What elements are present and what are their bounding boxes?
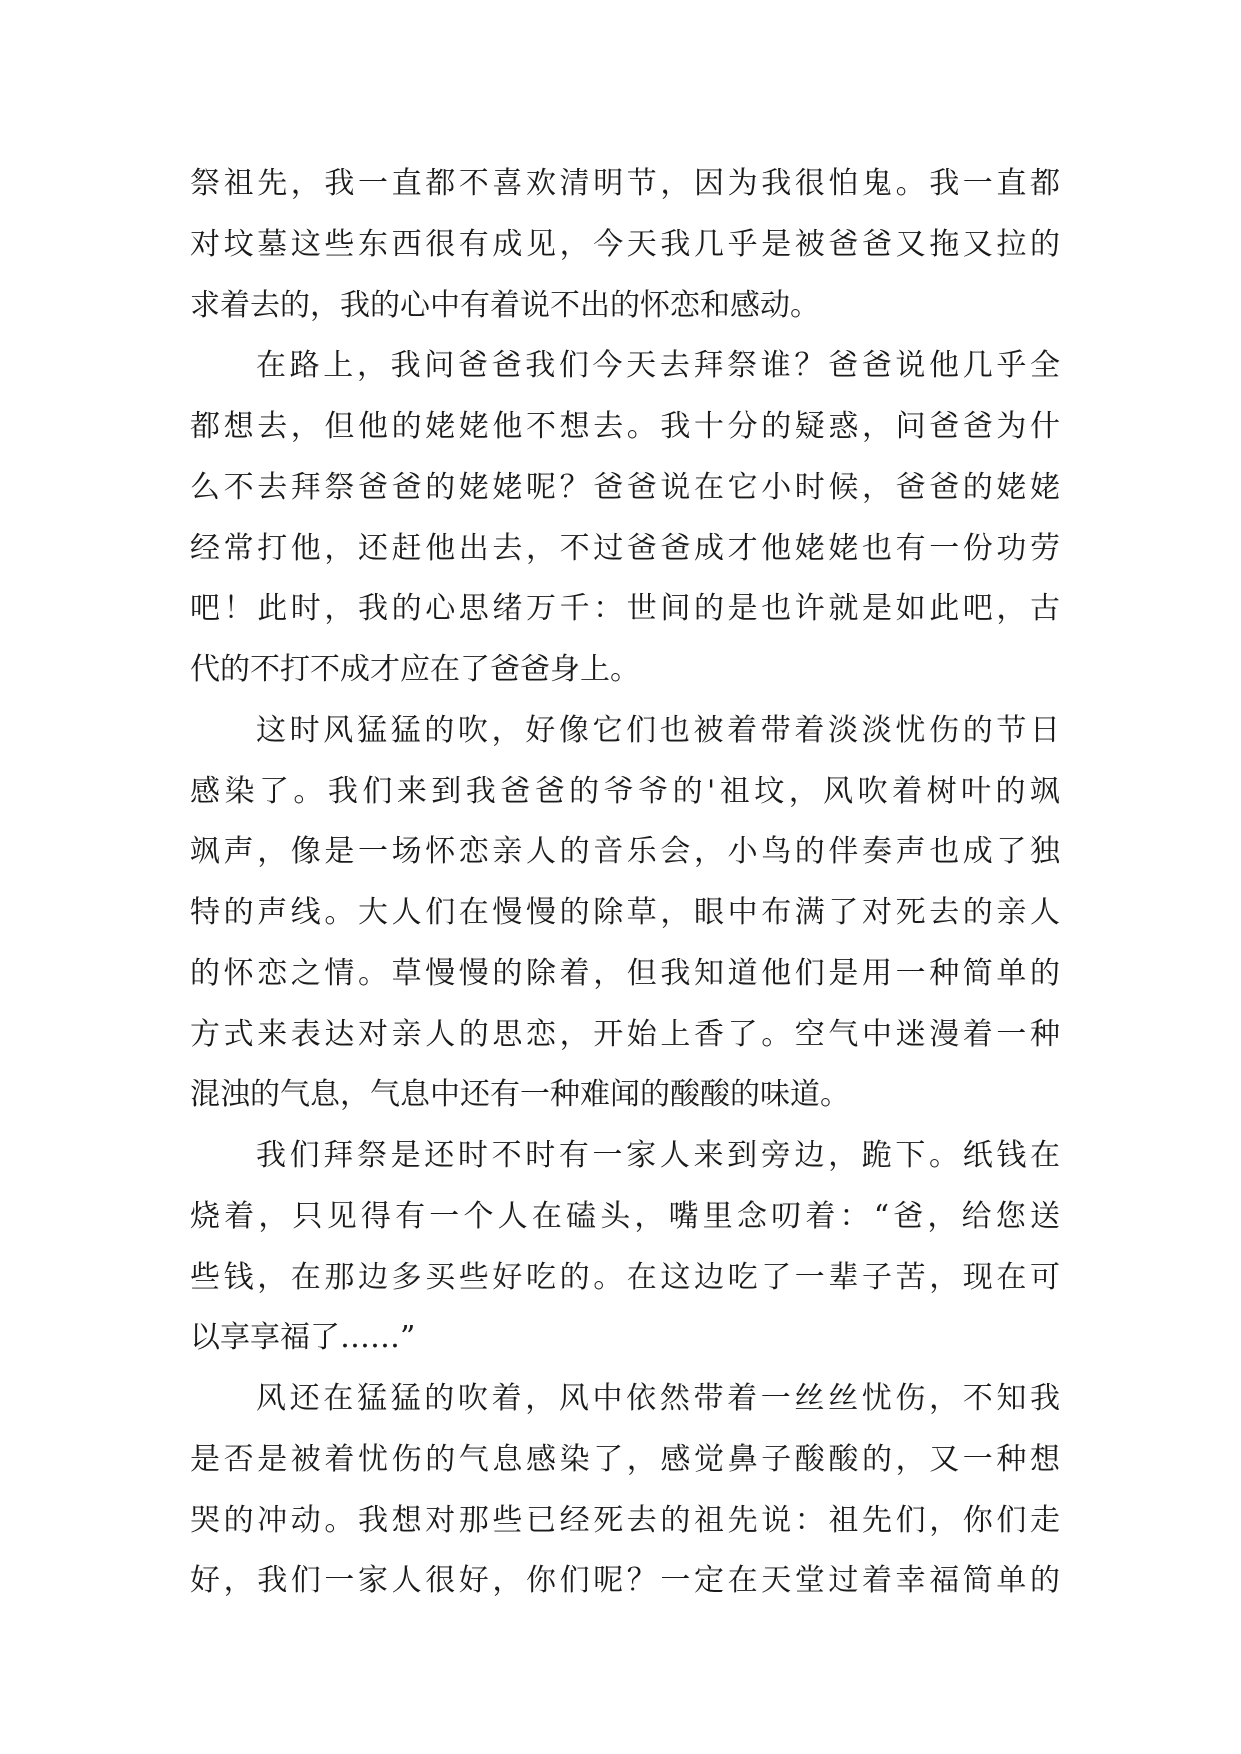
text-line: 求着去的，我的心中有着说不出的怀恋和感动。 — [190, 287, 820, 323]
text-line: 特的声线。大人们在慢慢的除草，眼中布满了对死去的亲人 — [190, 895, 1060, 930]
text-line: 好，我们一家人很好，你们呢？一定在天堂过着幸福简单的 — [190, 1563, 1060, 1599]
text-line: 这时风猛猛的吹，好像它们也被着带着淡淡忧伤的节日 — [256, 712, 1060, 748]
text-line: 祭祖先，我一直都不喜欢清明节，因为我很怕鬼。我一直都 — [190, 166, 1060, 201]
text-line: 混浊的气息，气息中还有一种难闻的酸酸的味道。 — [190, 1077, 850, 1113]
text-line: 以享享福了……” — [190, 1320, 416, 1356]
text-line: 感染了。我们来到我爸爸的爷爷的'祖坟，风吹着树叶的飒 — [190, 773, 1060, 809]
text-line: 的怀恋之情。草慢慢的除着，但我知道他们是用一种简单的 — [190, 955, 1060, 991]
text-line: 是否是被着忧伤的气息感染了，感觉鼻子酸酸的，又一种想 — [190, 1441, 1060, 1477]
text-line: 方式来表达对亲人的思恋，开始上香了。空气中迷漫着一种 — [190, 1016, 1060, 1052]
text-line: 风还在猛猛的吹着，风中依然带着一丝丝忧伤，不知我 — [256, 1381, 1060, 1416]
text-line: 我们拜祭是还时不时有一家人来到旁边，跪下。纸钱在 — [256, 1138, 1060, 1173]
text-line: 哭的冲动。我想对那些已经死去的祖先说：祖先们，你们走 — [190, 1502, 1060, 1538]
text-line: 代的不打不成才应在了爸爸身上。 — [190, 652, 640, 687]
text-line: 吧！此时，我的心思绪万千：世间的是也许就是如此吧，古 — [190, 591, 1060, 627]
text-line: 都想去，但他的姥姥他不想去。我十分的疑惑，问爸爸为什 — [190, 409, 1060, 444]
text-line: 飒声，像是一场怀恋亲人的音乐会，小鸟的伴奏声也成了独 — [190, 834, 1060, 870]
text-line: 么不去拜祭爸爸的姥姥呢？爸爸说在它小时候，爸爸的姥姥 — [190, 469, 1060, 505]
text-line: 烧着，只见得有一个人在磕头，嘴里念叨着：“爸，给您送 — [190, 1198, 1060, 1234]
text-line: 些钱，在那边多买些好吃的。在这边吃了一辈子苦，现在可 — [190, 1259, 1060, 1295]
text-line: 在路上，我问爸爸我们今天去拜祭谁？爸爸说他几乎全 — [256, 348, 1060, 384]
text-line: 对坟墓这些东西很有成见，今天我几乎是被爸爸又拖又拉的 — [190, 226, 1060, 262]
body-text — [190, 154, 1060, 1612]
text-line: 经常打他，还赶他出去，不过爸爸成才他姥姥也有一份功劳 — [190, 530, 1060, 566]
